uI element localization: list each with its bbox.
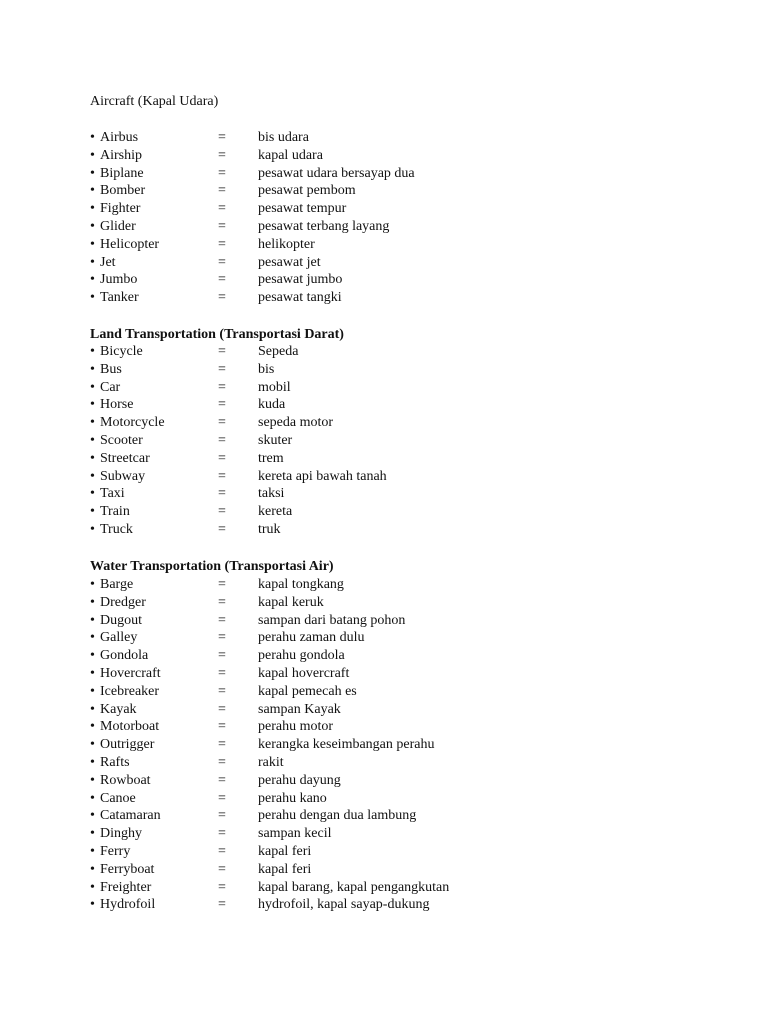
item-meaning: kapal feri: [258, 861, 312, 877]
item-equals: =: [218, 879, 226, 895]
list-item: [90, 361, 730, 379]
item-meaning: sampan dari batang pohon: [258, 612, 406, 628]
item-equals: =: [218, 772, 226, 788]
bullet: •: [90, 701, 95, 717]
list-item: [90, 701, 730, 719]
item-meaning: truk: [258, 522, 281, 537]
item-term: Helicopter: [100, 236, 160, 252]
item-term: Scooter: [100, 433, 143, 448]
list-item: [90, 683, 730, 701]
list-item: [90, 343, 730, 361]
bullet: •: [90, 130, 95, 145]
bullet: •: [90, 468, 95, 484]
item-meaning: Sepeda: [258, 344, 299, 359]
bullet: •: [90, 147, 95, 163]
item-equals: =: [218, 701, 226, 717]
bullet: •: [90, 737, 95, 753]
item-term: Bomber: [100, 183, 146, 199]
item-meaning: pesawat jumbo: [258, 272, 343, 288]
item-meaning: pesawat pembom: [258, 183, 356, 199]
item-term: Gondola: [100, 648, 149, 664]
item-equals: =: [218, 844, 226, 859]
list-item: [90, 182, 730, 200]
item-equals: =: [218, 415, 226, 431]
bullet: •: [90, 165, 95, 181]
item-term: Truck: [100, 522, 133, 537]
item-term: Ferry: [100, 844, 131, 859]
bullet: •: [90, 630, 95, 646]
bullet: •: [90, 879, 95, 895]
list-item: [90, 218, 730, 236]
item-equals: =: [218, 504, 226, 520]
bullet: •: [90, 790, 95, 806]
item-equals: =: [218, 361, 226, 377]
list-item: [90, 594, 730, 612]
bullet: •: [90, 577, 95, 592]
item-equals: =: [218, 486, 226, 502]
list-item: [90, 772, 730, 790]
item-term: Car: [100, 379, 121, 395]
bullet: •: [90, 486, 95, 502]
item-term: Freighter: [100, 879, 152, 895]
item-equals: =: [218, 897, 226, 913]
item-term: Motorboat: [100, 719, 160, 735]
item-meaning: perahu dengan dua lambung: [258, 808, 417, 824]
bullet: •: [90, 861, 95, 877]
list-item: [90, 254, 730, 272]
list-item: [90, 790, 730, 808]
item-meaning: pesawat terbang layang: [258, 219, 390, 234]
item-term: Hydrofoil: [100, 897, 156, 913]
item-meaning: trem: [258, 450, 284, 466]
list-item: [90, 147, 730, 165]
item-term: Ferryboat: [100, 861, 155, 877]
list-item: [90, 379, 730, 397]
list-item: [90, 200, 730, 218]
bullet: •: [90, 755, 95, 770]
bullet: •: [90, 450, 95, 466]
list-item: [90, 450, 730, 468]
item-term: Glider: [100, 219, 136, 234]
item-term: Biplane: [100, 165, 144, 181]
item-meaning: pesawat tangki: [258, 290, 342, 306]
item-term: Airbus: [100, 130, 139, 145]
item-equals: =: [218, 468, 226, 484]
bullet: •: [90, 826, 95, 842]
item-meaning: pesawat udara bersayap dua: [258, 165, 415, 181]
item-meaning: pesawat jet: [258, 254, 321, 270]
item-meaning: perahu gondola: [258, 648, 345, 664]
item-equals: =: [218, 236, 226, 252]
item-term: Motorcycle: [100, 415, 165, 431]
item-term: Dinghy: [100, 826, 142, 842]
item-meaning: rakit: [258, 755, 284, 770]
item-term: Bicycle: [100, 344, 143, 359]
item-term: Canoe: [100, 790, 136, 806]
item-meaning: kereta: [258, 504, 293, 520]
bullet: •: [90, 612, 95, 628]
item-term: Dredger: [100, 594, 146, 610]
item-equals: =: [218, 522, 226, 537]
item-equals: =: [218, 755, 226, 770]
item-meaning: perahu kano: [258, 790, 327, 806]
bullet: •: [90, 397, 95, 413]
item-equals: =: [218, 861, 226, 877]
item-equals: =: [218, 130, 226, 145]
item-equals: =: [218, 826, 226, 842]
item-equals: =: [218, 790, 226, 806]
bullet: •: [90, 433, 95, 448]
list-item: [90, 861, 730, 879]
section-title: Water Transportation (Transportasi Air): [90, 559, 334, 574]
item-term: Train: [100, 504, 130, 520]
item-meaning: bis udara: [258, 130, 309, 145]
item-term: Airship: [100, 147, 142, 163]
item-equals: =: [218, 594, 226, 610]
item-term: Taxi: [100, 486, 125, 502]
item-meaning: helikopter: [258, 236, 315, 252]
bullet: •: [90, 719, 95, 735]
item-equals: =: [218, 379, 226, 395]
item-meaning: sepeda motor: [258, 415, 334, 431]
item-equals: =: [218, 254, 226, 270]
item-meaning: skuter: [258, 433, 293, 448]
list-item: [90, 236, 730, 254]
item-equals: =: [218, 219, 226, 234]
item-meaning: kapal tongkang: [258, 577, 344, 592]
item-meaning: sampan kecil: [258, 826, 332, 842]
bullet: •: [90, 361, 95, 377]
list-item: [90, 521, 730, 539]
item-term: Barge: [100, 577, 134, 592]
item-meaning: kerangka keseimbangan perahu: [258, 737, 435, 753]
bullet: •: [90, 344, 95, 359]
bullet: •: [90, 415, 95, 431]
item-term: Tanker: [100, 290, 139, 306]
list-item: [90, 432, 730, 450]
list-item: [90, 576, 730, 594]
item-meaning: hydrofoil, kapal sayap-dukung: [258, 897, 430, 913]
item-meaning: kapal pemecah es: [258, 683, 357, 699]
bullet: •: [90, 201, 95, 217]
item-equals: =: [218, 612, 226, 628]
item-meaning: kapal barang, kapal pengangkutan: [258, 879, 450, 895]
item-term: Jumbo: [100, 272, 138, 288]
item-meaning: sampan Kayak: [258, 701, 341, 717]
item-meaning: kapal feri: [258, 844, 312, 859]
item-meaning: kereta api bawah tanah: [258, 468, 387, 484]
item-term: Streetcar: [100, 450, 150, 466]
item-meaning: kapal udara: [258, 147, 323, 163]
item-equals: =: [218, 808, 226, 824]
item-equals: =: [218, 183, 226, 199]
bullet: •: [90, 379, 95, 395]
item-term: Horse: [100, 397, 134, 413]
item-term: Catamaran: [100, 808, 161, 824]
list-item: [90, 896, 730, 914]
bullet: •: [90, 594, 95, 610]
item-term: Jet: [100, 254, 116, 270]
item-term: Rowboat: [100, 772, 151, 788]
bullet: •: [90, 808, 95, 824]
list-item: [90, 129, 730, 147]
bullet: •: [90, 897, 95, 913]
item-equals: =: [218, 719, 226, 735]
bullet: •: [90, 772, 95, 788]
item-equals: =: [218, 450, 226, 466]
item-meaning: pesawat tempur: [258, 201, 347, 217]
list-item: [90, 665, 730, 683]
list-item: [90, 629, 730, 647]
list-item: [90, 165, 730, 183]
item-term: Rafts: [100, 755, 130, 770]
item-term: Subway: [100, 468, 146, 484]
list-item: [90, 754, 730, 772]
item-meaning: kuda: [258, 397, 286, 413]
list-item: [90, 468, 730, 486]
bullet: •: [90, 290, 95, 306]
list-item: [90, 736, 730, 754]
item-equals: =: [218, 165, 226, 181]
item-term: Fighter: [100, 201, 141, 217]
item-equals: =: [218, 344, 226, 359]
bullet: •: [90, 236, 95, 252]
list-item: [90, 843, 730, 861]
item-term: Kayak: [100, 701, 137, 717]
item-equals: =: [218, 272, 226, 288]
item-term: Dugout: [100, 612, 142, 628]
item-equals: =: [218, 630, 226, 646]
item-equals: =: [218, 147, 226, 163]
item-term: Galley: [100, 630, 138, 646]
list-item: [90, 825, 730, 843]
item-equals: =: [218, 577, 226, 592]
item-meaning: perahu dayung: [258, 772, 341, 788]
section-title: Aircraft (Kapal Udara): [90, 94, 219, 109]
bullet: •: [90, 504, 95, 520]
list-item: [90, 289, 730, 307]
list-item: [90, 396, 730, 414]
item-meaning: kapal keruk: [258, 594, 324, 610]
list-item: [90, 612, 730, 630]
list-item: [90, 271, 730, 289]
list-item: [90, 414, 730, 432]
list-item: [90, 718, 730, 736]
item-equals: =: [218, 290, 226, 306]
bullet: •: [90, 844, 95, 859]
bullet: •: [90, 183, 95, 199]
item-equals: =: [218, 201, 226, 217]
list-item: [90, 647, 730, 665]
item-term: Bus: [100, 361, 122, 377]
item-equals: =: [218, 433, 226, 448]
item-meaning: perahu zaman dulu: [258, 630, 365, 646]
bullet: •: [90, 648, 95, 664]
bullet: •: [90, 272, 95, 288]
item-equals: =: [218, 737, 226, 753]
item-meaning: taksi: [258, 486, 285, 502]
bullet: •: [90, 219, 95, 234]
item-meaning: mobil: [258, 379, 291, 395]
bullet: •: [90, 254, 95, 270]
bullet: •: [90, 666, 95, 681]
bullet: •: [90, 522, 95, 537]
list-item: [90, 503, 730, 521]
item-equals: =: [218, 666, 226, 681]
item-meaning: perahu motor: [258, 719, 334, 735]
list-item: [90, 807, 730, 825]
item-equals: =: [218, 648, 226, 664]
bullet: •: [90, 683, 95, 699]
item-equals: =: [218, 683, 226, 699]
item-term: Outrigger: [100, 737, 155, 753]
item-term: Icebreaker: [100, 683, 160, 699]
list-item: [90, 485, 730, 503]
item-equals: =: [218, 397, 226, 413]
item-meaning: kapal hovercraft: [258, 666, 350, 681]
item-meaning: bis: [258, 361, 275, 377]
item-term: Hovercraft: [100, 666, 161, 681]
section-title: Land Transportation (Transportasi Darat): [90, 327, 344, 342]
list-item: [90, 879, 730, 897]
